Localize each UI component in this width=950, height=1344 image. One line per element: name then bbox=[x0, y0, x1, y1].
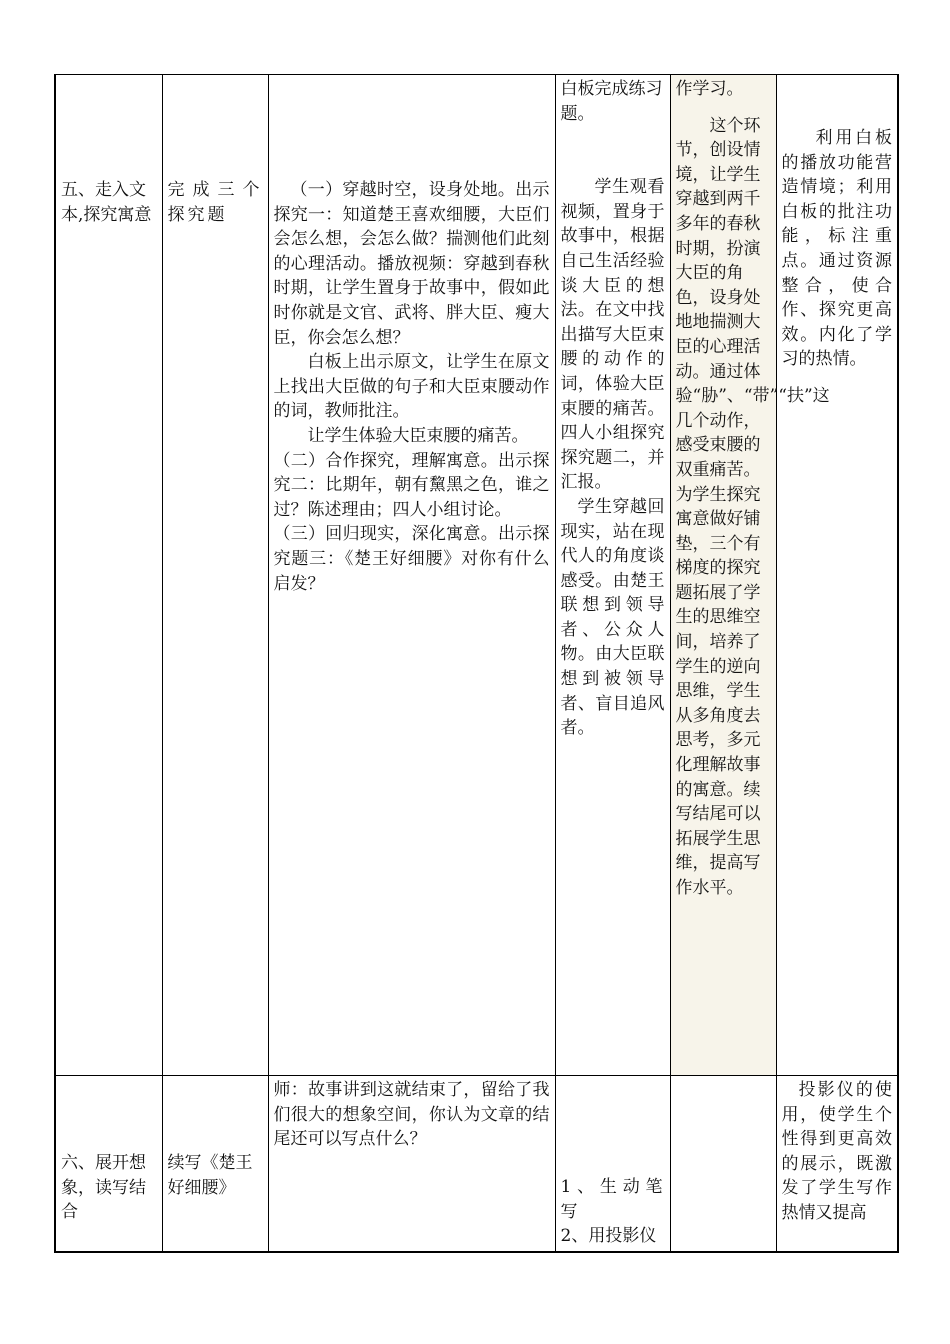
student-paragraph: 2、用投影仪 bbox=[560, 1226, 657, 1247]
task-label: 完成三个探究题 bbox=[167, 180, 263, 225]
stage-label: 五、走入文本,探究寓意 bbox=[61, 180, 152, 225]
student-paragraph: 白板完成练习 bbox=[560, 79, 663, 99]
table-row bbox=[55, 1076, 898, 1252]
media-paragraph: 利用白板的播放功能营造情境；利用白板的批注功能，标注重点。通过资源整合，使合作、探究更高效。内化了学习的热情。 bbox=[781, 128, 892, 370]
student-paragraph: 1、生动笔写 bbox=[560, 1177, 665, 1222]
media-usage-cell bbox=[776, 1076, 898, 1252]
student-paragraph: 学生观看视频，置身于故事中，根据自己生活经验谈大臣的想法。在文中找出描写大臣束腰的动作的词，体验大臣束腰的痛苦。四人小组探究探究题二，并汇报。 bbox=[560, 177, 665, 493]
teacher-paragraph: 让学生体验大臣束腰的痛苦。 bbox=[307, 425, 529, 446]
teacher-activity-cell bbox=[268, 75, 555, 1076]
task-cell bbox=[162, 1076, 268, 1252]
teacher-paragraph: （三）回归现实，深化寓意。出示探究题三：《楚王好细腰》对你有什么启发？ bbox=[273, 524, 550, 594]
lesson-plan-table bbox=[54, 74, 899, 1253]
intent-paragraph: 这个环节，创设情境，让学生穿越到两千多年的春秋时期，扮演大臣的角色，设身处地地揣测大臣的心理活动。通过体验“胁”、“带”“扶”这几个动作，感受束腰的双重痛苦。为学生探究寓意做好铺垫，三个有梯度的探究题拓展了学生的思维空间，培养了学生的逆向思维，学生从多角度去思考，多元化理解故事的寓意。续写结尾可以拓展学生思维，提高写作水平。 bbox=[675, 115, 830, 898]
student-activity-cell bbox=[555, 1076, 670, 1252]
teacher-paragraph: （一）穿越时空，设身处地。出示探究一：知道楚王喜欢细腰，大臣们会怎么想，会怎么做？揣测他们此刻的心理活动。播放视频：穿越到春秋时期，让学生置身于故事中，假如此时你就是文官、武将、胖大臣、瘦大臣，你会怎么想？ bbox=[273, 180, 550, 348]
teacher-activity-cell bbox=[268, 1076, 555, 1252]
stage-cell bbox=[55, 1076, 162, 1252]
student-paragraph: 学生穿越回现实，站在现代人的角度谈感受。由楚王联想到领导者、公众人物。由大臣联想到被领导者、盲目追风者。 bbox=[560, 496, 665, 739]
intent-paragraph: 作学习。 bbox=[675, 79, 744, 99]
stage-label: 六、展开想象，读写结合 bbox=[61, 1153, 146, 1223]
teacher-paragraph: 白板上出示原文，让学生在原文上找出大臣做的句子和大臣束腰动作的词，教师批注。 bbox=[273, 352, 550, 422]
table-row bbox=[55, 75, 898, 1076]
task-cell bbox=[162, 75, 268, 1076]
media-paragraph: 投影仪的使用，使学生个性得到更高效的展示，既激发了学生写作热情又提高 bbox=[781, 1080, 892, 1223]
task-label: 续写《楚王好细腰》 bbox=[167, 1153, 253, 1198]
student-activity-cell bbox=[555, 75, 670, 1076]
design-intent-cell bbox=[670, 1076, 776, 1252]
design-intent-cell bbox=[670, 75, 830, 1076]
teacher-paragraph: 师：故事讲到这就结束了，留给了我们很大的想象空间，你认为文章的结尾还可以写点什么？ bbox=[273, 1080, 550, 1150]
stage-cell bbox=[55, 75, 162, 1076]
teacher-paragraph: （二）合作探究，理解寓意。出示探究二：比期年，朝有黧黑之色，谁之过？陈述理由；四人小组讨论。 bbox=[273, 450, 550, 520]
student-paragraph: 题。 bbox=[560, 103, 595, 124]
media-usage-cell bbox=[776, 75, 898, 1076]
